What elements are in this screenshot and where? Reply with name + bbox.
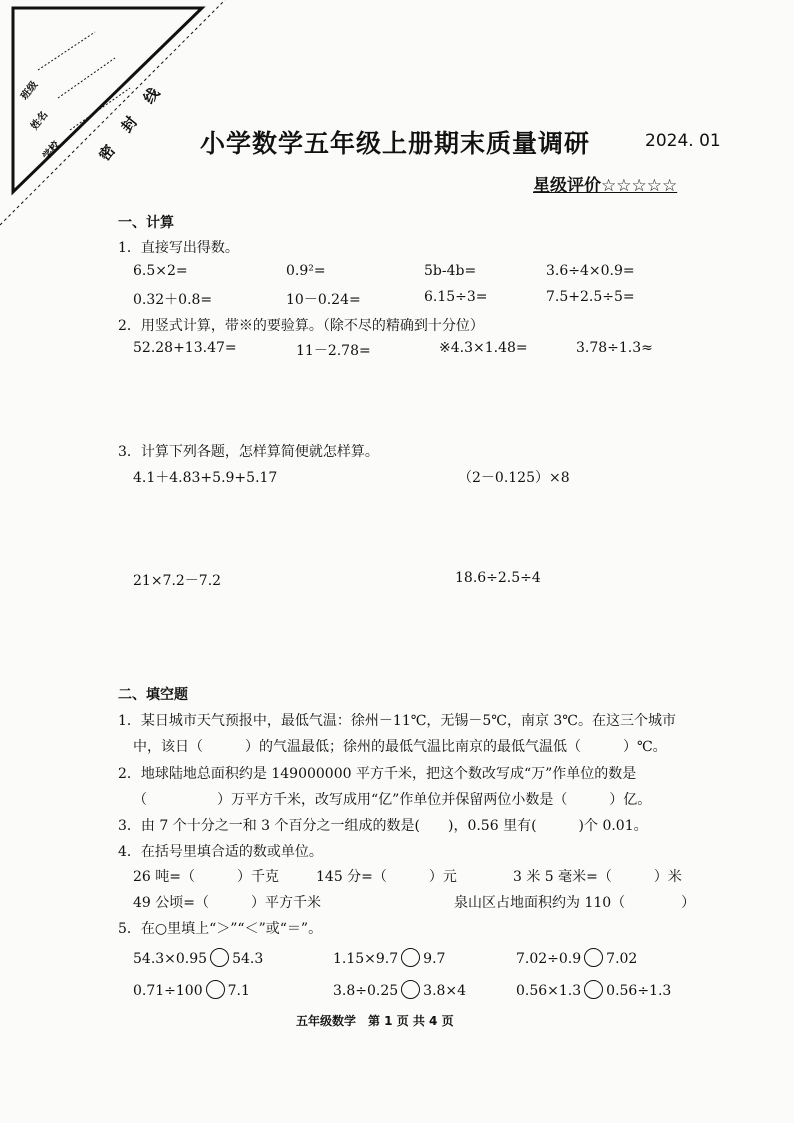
compare-right: 54.3 <box>232 951 264 967</box>
s1-q3-item: 4.1＋4.83+5.9+5.17 <box>133 470 278 486</box>
s1-q1-item: 3.6÷4×0.9= <box>546 263 635 279</box>
s1-q1-item: 5b-4b= <box>424 263 477 279</box>
seal-label-name: 姓名 <box>29 109 51 133</box>
compare-circle[interactable] <box>401 980 420 999</box>
s2-q3-line1: 3．由 7 个十分之一和 3 个百分之一组成的数是( )，0.56 里有( )个 0.01。 <box>118 818 648 834</box>
s1-q3-item: 21×7.2－7.2 <box>133 573 222 589</box>
s1-q3-title: 3．计算下列各题，怎样算简便就怎样算。 <box>118 444 379 460</box>
compare-left: 1.15×9.7 <box>333 951 399 967</box>
compare-circle[interactable] <box>206 980 225 999</box>
s2-q1-line1: 1．某日城市天气预报中，最低气温：徐州－11℃，无锡－5℃，南京 3℃。在这三个城市 <box>118 713 676 729</box>
s2-q4-item: 泉山区占地面积约为 110（ ） <box>454 895 696 911</box>
compare-item <box>333 948 445 967</box>
s2-q5-title: 5．在○里填上“＞”“＜”或“＝”。 <box>118 921 323 937</box>
compare-item <box>133 948 263 967</box>
compare-right: 9.7 <box>423 951 446 967</box>
s1-q2-item: 52.28+13.47= <box>133 340 237 356</box>
s1-q1-item: 6.5×2= <box>133 263 188 279</box>
s2-q2-line2: （ ）万平方千米，改写成用“亿”作单位并保留两位小数是（ ）亿。 <box>133 792 652 808</box>
seal-label-class: 班级 <box>19 79 41 103</box>
s2-q4-item: 145 分=（ ）元 <box>316 869 457 885</box>
compare-right: 0.56÷1.3 <box>606 983 672 999</box>
compare-left: 0.71÷100 <box>133 983 203 999</box>
s1-q3-item: 18.6÷2.5÷4 <box>455 570 541 586</box>
compare-item <box>133 980 250 999</box>
compare-circle[interactable] <box>210 948 229 967</box>
s1-q2-title: 2．用竖式计算，带※的要验算。（除不尽的精确到十分位） <box>118 318 484 334</box>
compare-left: 3.8÷0.25 <box>333 983 399 999</box>
compare-left: 7.02÷0.9 <box>516 951 582 967</box>
star-rating: 星级评价☆☆☆☆☆ <box>533 176 678 196</box>
s1-q2-item: ※4.3×1.48= <box>439 340 528 356</box>
s2-q2-line1: 2．地球陆地总面积约是 149000000 平方千米，把这个数改写成“万”作单位的数是 <box>118 766 637 782</box>
compare-right: 3.8×4 <box>423 983 467 999</box>
compare-left: 54.3×0.95 <box>133 951 208 967</box>
page-footer: 五年级数学 第 1 页 共 4 页 <box>296 1014 454 1028</box>
s2-q4-item: 49 公顷=（ ）平方千米 <box>133 895 321 911</box>
exam-date: 2024. 01 <box>645 131 721 151</box>
s1-q1-title: 1．直接写出得数。 <box>118 240 239 256</box>
compare-left: 0.56×1.3 <box>516 983 582 999</box>
s1-q1-item: 0.9²= <box>286 263 326 279</box>
section2-title: 二、填空题 <box>118 687 188 703</box>
compare-item <box>516 948 637 967</box>
s1-q3-item: （2－0.125）×8 <box>458 470 570 486</box>
s1-q1-item: 10－0.24= <box>286 292 361 308</box>
compare-circle[interactable] <box>584 948 603 967</box>
s1-q1-item: 6.15÷3= <box>424 289 488 305</box>
s2-q1-line2: 中，该日（ ）的气温最低；徐州的最低气温比南京的最低气温低（ ）℃。 <box>133 739 667 755</box>
s1-q1-item: 7.5+2.5÷5= <box>546 289 635 305</box>
compare-right: 7.02 <box>606 951 638 967</box>
s2-q4-title: 4．在括号里填合适的数或单位。 <box>118 844 323 860</box>
s2-q4-item: 3 米 5 毫米=（ ）米 <box>513 869 682 885</box>
seal-line-text: 密 封 线 <box>95 78 169 165</box>
s2-q4-item: 26 吨=（ ）千克 <box>133 869 279 885</box>
compare-circle[interactable] <box>401 948 420 967</box>
compare-item <box>516 980 671 999</box>
s1-q2-item: 11－2.78= <box>296 343 371 359</box>
section1-title: 一、计算 <box>118 215 174 231</box>
exam-title: 小学数学五年级上册期末质量调研 <box>200 129 591 158</box>
s1-q1-item: 0.32＋0.8= <box>133 292 213 308</box>
compare-item <box>333 980 466 999</box>
s1-q2-item: 3.78÷1.3≈ <box>576 340 653 356</box>
seal-label-school: 学校 <box>41 139 63 163</box>
compare-circle[interactable] <box>584 980 603 999</box>
compare-right: 7.1 <box>227 983 250 999</box>
